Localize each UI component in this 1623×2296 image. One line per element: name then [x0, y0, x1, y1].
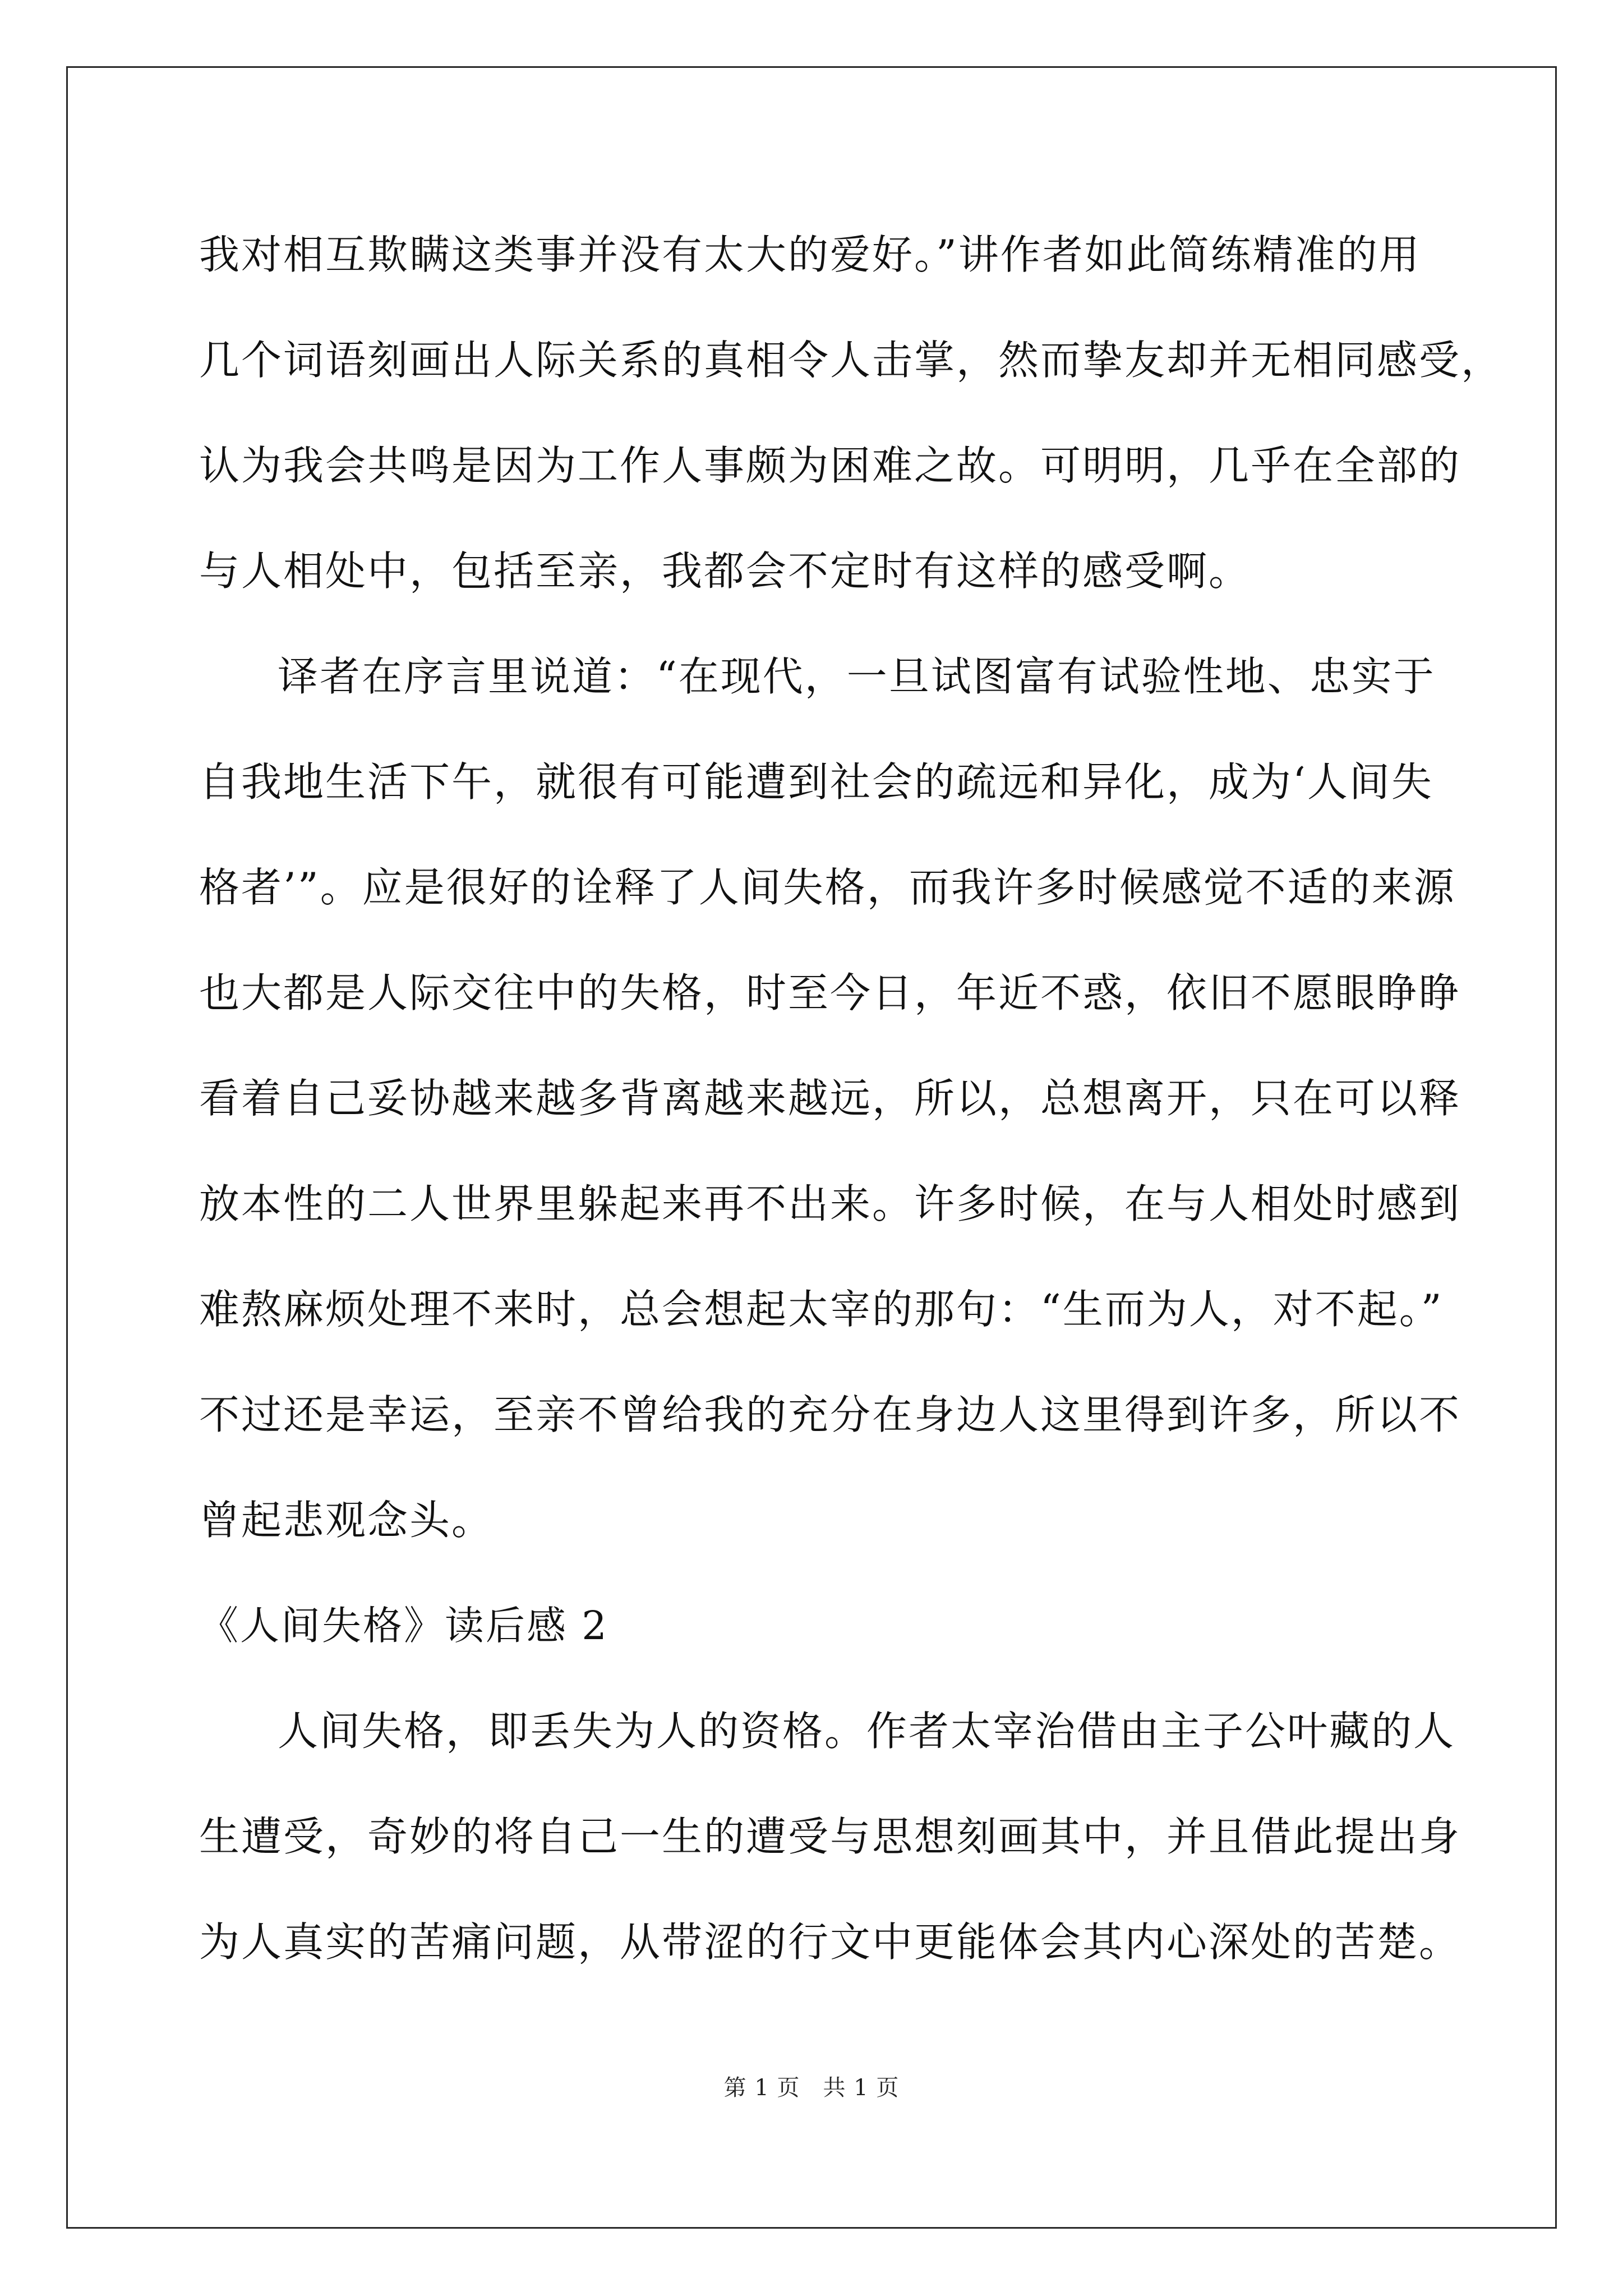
text-line: 看着自己妥协越来越多背离越来越远，所以，总想离开，只在可以释	[199, 1075, 1461, 1122]
document-body	[199, 202, 1504, 1995]
text-line: 译者在序言里说道：“在现代，一旦试图富有试验性地、忠实于	[278, 653, 1436, 700]
text-line: 也大都是人际交往中的失格，时至今日，年近不惑，依旧不愿眼睁睁	[199, 969, 1461, 1016]
text-line: 不过还是幸运，至亲不曾给我的充分在身边人这里得到许多，所以不	[199, 1391, 1461, 1438]
section-heading: 《人间失格》读后感 2	[199, 1603, 608, 1649]
text-line: 自我地生活下午，就很有可能遭到社会的疏远和异化，成为‘人间失	[199, 758, 1433, 806]
text-line: 难熬麻烦处理不来时，总会想起太宰的那句：“生而为人，对不起。”	[199, 1286, 1444, 1333]
page-number-footer: 第 1 页 共 1 页	[723, 2075, 900, 2101]
text-line: 人间失格，即丢失为人的资格。作者太宰治借由主子公叶藏的人	[278, 1708, 1456, 1755]
text-line: 放本性的二人世界里躲起来再不出来。许多时候，在与人相处时感到	[199, 1180, 1461, 1227]
text-line: 认为我会共鸣是因为工作人事颇为困难之故。可明明，几乎在全部的	[199, 442, 1461, 489]
text-line: 曾起悲观念头。	[199, 1497, 494, 1544]
text-line: 格者’”。应是很好的诠释了人间失格，而我许多时候感觉不适的来源	[199, 864, 1456, 911]
text-line: 生遭受，奇妙的将自己一生的遭受与思想刻画其中，并且借此提出身	[199, 1813, 1461, 1860]
text-line: 几个词语刻画出人际关系的真相令人击掌，然而挚友却并无相同感受，	[199, 337, 1504, 384]
text-line: 与人相处中，包括至亲，我都会不定时有这样的感受啊。	[199, 547, 1251, 595]
text-line: 我对相互欺瞒这类事并没有太大的爱好。”讲作者如此简练精准的用	[199, 231, 1421, 278]
text-line: 为人真实的苦痛问题，从带涩的行文中更能体会其内心深处的苦楚。	[199, 1918, 1461, 1966]
